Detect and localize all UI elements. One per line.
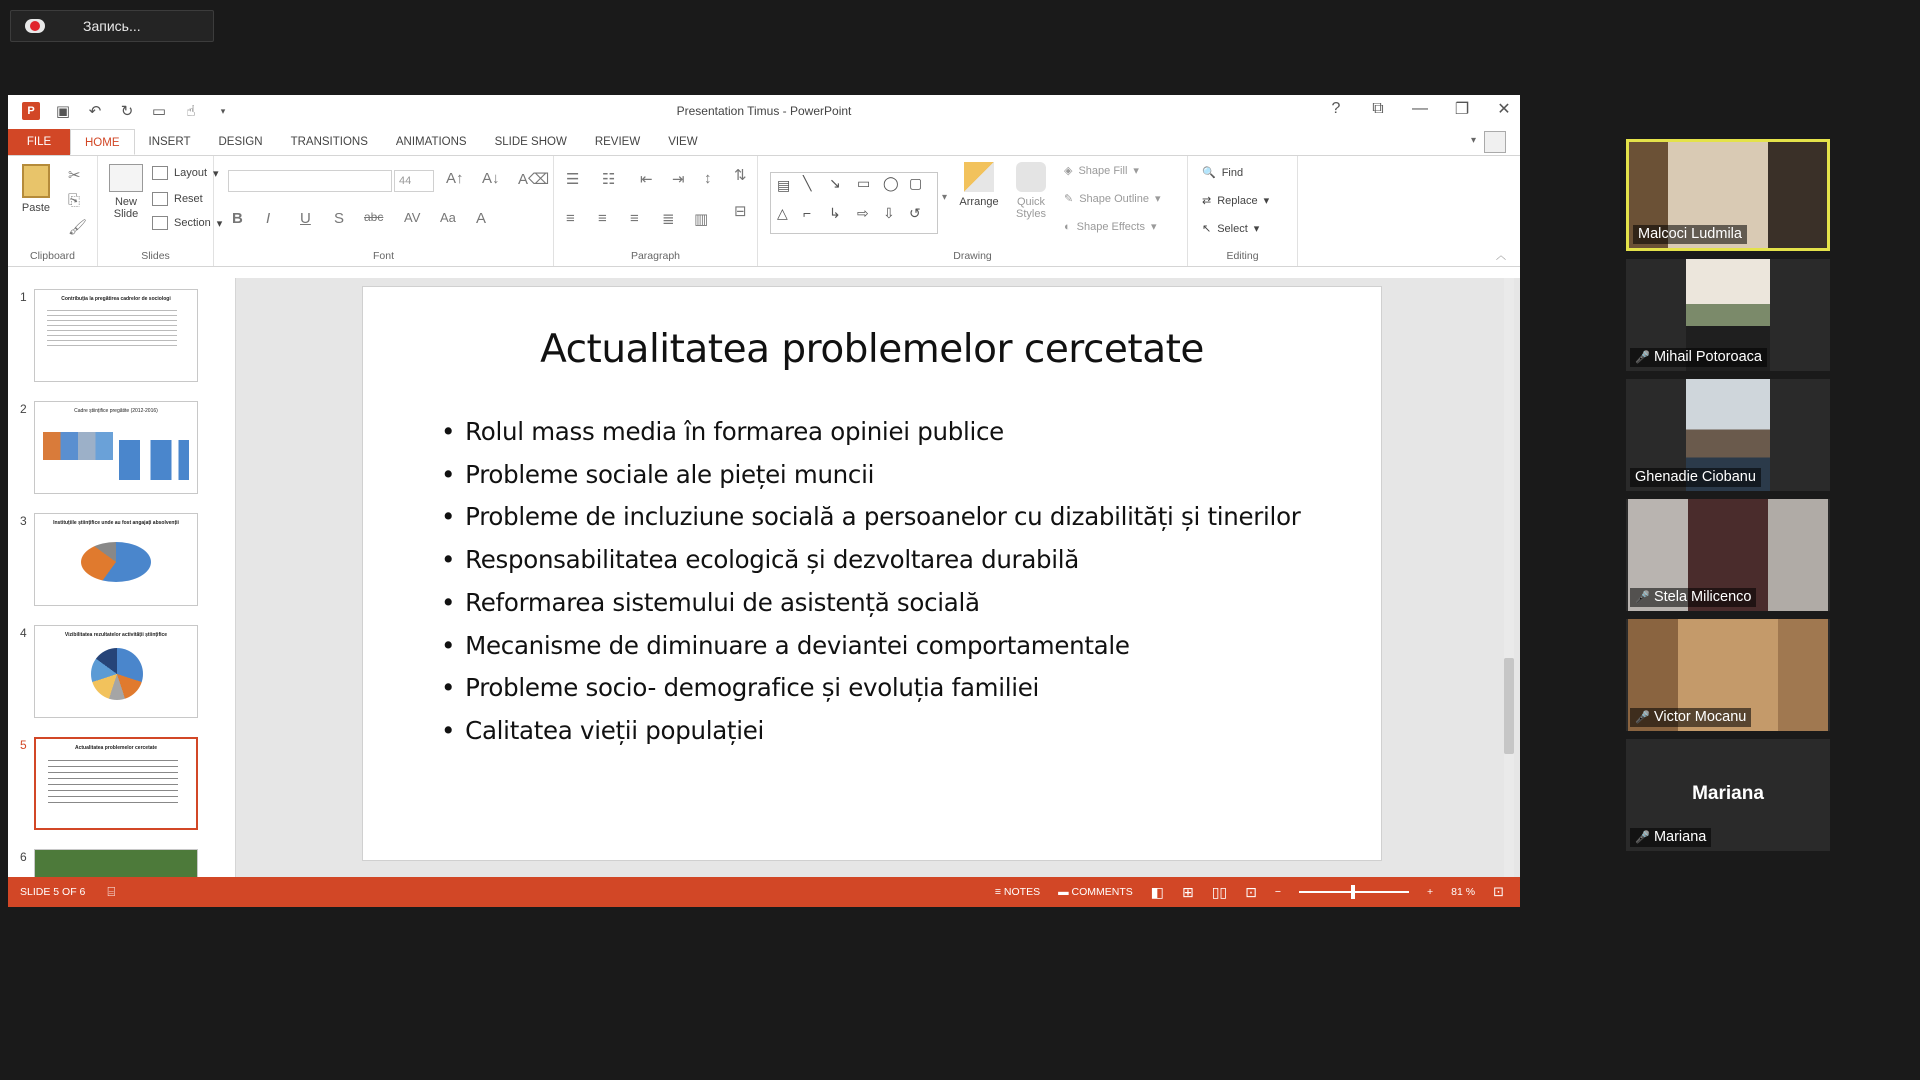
justify-icon[interactable]: ≣ <box>662 211 675 228</box>
thumbnail-title: Instituțiile științifice unde au fost angajați absolvenții <box>53 520 179 526</box>
minimize-icon[interactable]: — <box>1412 100 1428 117</box>
bullet-item: • Probleme socio- demografice și evoluția familiei <box>441 667 1301 710</box>
bullet-item: • Responsabilitatea ecologică și dezvoltarea durabilă <box>441 539 1301 582</box>
slide-thumbnail-6[interactable] <box>34 849 198 877</box>
participant-tile[interactable] <box>1626 739 1830 851</box>
find-button[interactable] <box>1202 166 1243 179</box>
muted-mic-icon: 🎤 <box>1635 350 1650 364</box>
participant-tile[interactable] <box>1626 259 1830 371</box>
participant-name-label: Ghenadie Ciobanu <box>1635 469 1756 485</box>
arrange-button[interactable] <box>956 162 1002 208</box>
vertical-scrollbar[interactable] <box>1504 278 1514 877</box>
zoom-out-icon[interactable]: − <box>1274 886 1282 898</box>
increase-indent-icon[interactable]: ⇥ <box>672 171 685 188</box>
thumbnail-chart <box>43 432 113 460</box>
clipboard-group <box>8 156 98 266</box>
arrange-icon <box>964 162 994 192</box>
thumbnail-pie <box>91 648 143 700</box>
participant-name-label: Malcoci Ludmila <box>1638 226 1742 242</box>
collapse-ribbon-icon[interactable]: ︿ <box>1496 251 1506 262</box>
bullets-icon[interactable]: ☰ <box>566 171 580 188</box>
status-bar <box>8 877 1520 907</box>
help-icon[interactable]: ? <box>1331 100 1341 117</box>
slide-thumbnail-2[interactable] <box>34 401 198 494</box>
down-arrow-shape-icon[interactable]: ⇩ <box>883 205 895 221</box>
thumb-number: 5 <box>20 738 27 752</box>
participant-name-label: Stela Milicenco <box>1653 589 1752 605</box>
drawing-group <box>758 156 1188 266</box>
comments-label: COMMENTS <box>1071 886 1133 898</box>
layout-label: Layout <box>174 167 208 179</box>
thumbnail-title: Contribuția la pregătirea cadrelor de sociologi <box>61 296 171 302</box>
slide-thumbnail-pane <box>8 278 236 877</box>
font-color-icon[interactable]: A <box>476 210 487 227</box>
shape-outline-icon: ✎ <box>1064 193 1074 205</box>
thumbnail-title: Cadre științifice pregătite (2012-2016) <box>74 408 158 414</box>
change-case-icon[interactable]: Aa <box>440 210 456 225</box>
select-button[interactable]: ↖ Select ▾ <box>1202 222 1260 235</box>
slide-sorter-icon[interactable]: ⊞ <box>1181 883 1194 900</box>
bullet-item: • Rolul mass media în formarea opiniei publice <box>441 411 1301 454</box>
replace-label: Replace <box>1217 194 1258 207</box>
font-group-label: Font <box>372 250 394 262</box>
bullet-item: • Reformarea sistemului de asistență socială <box>441 582 1301 625</box>
quick-styles-icon <box>1016 162 1046 192</box>
participant-name <box>1630 708 1751 727</box>
new-slide-icon <box>109 164 143 192</box>
thumb-number: 2 <box>20 402 27 416</box>
select-label: Select <box>1217 222 1248 235</box>
copy-icon[interactable]: ⎘ <box>68 192 81 209</box>
save-icon[interactable]: ▣ <box>55 103 71 120</box>
participant-tile[interactable] <box>1626 619 1830 731</box>
paste-icon <box>22 164 50 198</box>
status-controls <box>995 877 1504 907</box>
participant-name-label: Mihail Potoroaca <box>1653 349 1762 365</box>
bold-icon[interactable]: B <box>232 210 243 227</box>
touch-mode-icon[interactable]: ☝ <box>186 103 196 120</box>
paragraph-group <box>554 156 758 266</box>
oval-shape-icon[interactable]: ◯ <box>883 175 899 191</box>
rounded-rectangle-shape-icon[interactable]: ▢ <box>909 175 923 191</box>
text-shadow-icon[interactable]: S <box>334 210 345 227</box>
align-right-icon[interactable]: ≡ <box>630 210 639 227</box>
participant-name-label: Victor Mocanu <box>1653 709 1747 725</box>
redo-icon[interactable]: ↻ <box>120 103 134 120</box>
participant-name <box>1630 348 1767 367</box>
slide-thumbnail-3[interactable] <box>34 513 198 606</box>
spell-check-icon[interactable]: ⌸ <box>107 884 116 899</box>
editing-group <box>1188 156 1298 266</box>
bullet-item: • Calitatea vieții populației <box>441 710 1301 753</box>
slide-title[interactable]: Actualitatea problemelor cercetate <box>540 327 1204 372</box>
tab-animations[interactable]: ANIMATIONS <box>395 136 467 148</box>
underline-icon[interactable]: U <box>300 210 311 227</box>
shape-outline-button[interactable]: ✎ Shape Outline ▾ <box>1064 192 1161 205</box>
increase-font-size-icon[interactable]: A↑ <box>446 170 464 187</box>
replace-button[interactable]: ⇄ Replace ▾ <box>1202 194 1270 207</box>
participant-name <box>1633 225 1747 244</box>
cut-icon[interactable]: ✂ <box>68 167 81 184</box>
thumb-number: 3 <box>20 514 27 528</box>
strikethrough-icon[interactable]: abc <box>364 210 384 224</box>
tab-insert[interactable]: INSERT <box>148 136 191 148</box>
record-icon <box>25 16 45 36</box>
user-account-icon[interactable] <box>1484 131 1506 153</box>
find-label: Find <box>1221 166 1244 179</box>
tab-review[interactable]: REVIEW <box>594 136 641 148</box>
paste-label: Paste <box>21 202 51 214</box>
slides-group <box>98 156 223 266</box>
columns-icon[interactable]: ▥ <box>694 211 709 228</box>
section-button[interactable]: Section ▾ <box>152 216 222 230</box>
slides-group-label: Slides <box>141 250 170 262</box>
line-spacing-icon[interactable]: ↕ <box>704 170 712 187</box>
slide-thumbnail-1[interactable] <box>34 289 198 382</box>
window-title: Presentation Timus - PowerPoint <box>676 104 852 118</box>
text-box-shape-icon[interactable]: ▤ <box>777 177 791 193</box>
zoom-level[interactable]: 81 % <box>1451 886 1476 898</box>
normal-view-icon[interactable]: ◧ <box>1150 883 1164 900</box>
find-icon: 🔍 <box>1202 167 1216 179</box>
muted-mic-icon: 🎤 <box>1635 710 1650 724</box>
powerpoint-logo-icon[interactable]: P <box>22 102 40 120</box>
thumb-number: 6 <box>20 850 27 864</box>
new-slide-button[interactable] <box>104 164 148 220</box>
reset-button[interactable] <box>152 192 203 206</box>
shape-effects-button[interactable]: ◐ Shape Effects ▾ <box>1064 220 1157 233</box>
participant-tile-active-speaker[interactable] <box>1626 139 1830 251</box>
thumbnail-text <box>47 306 177 346</box>
thumbnail-text <box>48 755 178 805</box>
participant-name <box>1630 828 1711 847</box>
triangle-shape-icon[interactable]: △ <box>777 205 788 221</box>
start-from-beginning-icon[interactable]: ▭ <box>151 103 167 120</box>
shapes-more-icon[interactable]: ▾ <box>942 192 948 203</box>
participant-tile[interactable] <box>1626 379 1830 491</box>
arrange-label: Arrange <box>959 196 999 208</box>
align-left-icon[interactable]: ≡ <box>566 210 575 227</box>
bullet-item: • Probleme de incluziune socială a persoanelor cu dizabilități și tinerilor <box>441 496 1301 539</box>
fit-to-window-icon[interactable]: ⊡ <box>1493 884 1504 899</box>
numbering-icon[interactable]: ☷ <box>602 171 616 188</box>
clipboard-group-label: Clipboard <box>30 250 75 262</box>
arrow-shape-icon[interactable]: ↘ <box>829 175 841 191</box>
section-label: Section <box>174 217 211 229</box>
muted-mic-icon: 🎤 <box>1635 590 1650 604</box>
rectangle-shape-icon[interactable]: ▭ <box>857 175 871 191</box>
slide-counter: SLIDE 5 OF 6 <box>20 886 86 898</box>
bullet-item: • Mecanisme de diminuare a deviantei comportamentale <box>441 625 1301 668</box>
quick-styles-label: Quick Styles <box>1016 196 1046 220</box>
reset-label: Reset <box>174 193 203 205</box>
slide-thumbnail-4[interactable] <box>34 625 198 718</box>
title-bar <box>8 95 1520 127</box>
restore-icon[interactable]: ❐ <box>1454 101 1470 118</box>
ribbon <box>8 155 1520 267</box>
comments-button[interactable]: ▬ COMMENTS <box>1058 886 1133 898</box>
slide-bullet-list[interactable] <box>441 411 1301 753</box>
decrease-font-size-icon[interactable]: A↓ <box>482 170 500 187</box>
editing-group-label: Editing <box>1226 250 1259 262</box>
slideshow-view-icon[interactable]: ⊡ <box>1245 883 1257 900</box>
participant-name-label: Mariana <box>1653 829 1707 845</box>
shape-fill-icon: ◈ <box>1064 165 1073 177</box>
shape-effects-icon: ◐ <box>1064 220 1071 233</box>
tab-file[interactable]: FILE <box>8 129 70 155</box>
curved-shape-icon[interactable]: ↺ <box>909 205 921 221</box>
shape-outline-label: Shape Outline <box>1079 192 1149 205</box>
muted-mic-icon: 🎤 <box>1635 830 1650 844</box>
zoom-in-icon[interactable]: + <box>1427 886 1434 898</box>
character-spacing-icon[interactable]: AV <box>404 210 421 225</box>
thumbnail-title: Vizibilitatea rezultatelor activității științifice <box>64 632 168 638</box>
layout-icon <box>152 166 168 180</box>
select-icon: ↖ <box>1202 223 1212 235</box>
recording-indicator[interactable] <box>10 10 214 42</box>
participant-name <box>1630 468 1761 487</box>
shape-fill-button[interactable]: ◈ Shape Fill ▾ <box>1064 164 1139 177</box>
decrease-indent-icon[interactable]: ⇤ <box>640 171 653 188</box>
align-text-icon[interactable]: ⊟ <box>734 203 747 220</box>
tab-transitions[interactable]: TRANSITIONS <box>290 136 368 148</box>
font-group <box>214 156 554 266</box>
window-controls <box>1328 99 1512 119</box>
paragraph-group-label: Paragraph <box>630 250 681 262</box>
powerpoint-window <box>8 95 1520 907</box>
ribbon-tabs <box>8 127 1520 155</box>
italic-icon[interactable]: I <box>266 210 271 227</box>
thumb-number: 1 <box>20 290 27 304</box>
reading-view-icon[interactable]: ▯▯ <box>1211 883 1228 900</box>
ribbon-collapse-caret-icon[interactable]: ▾ <box>1470 135 1476 146</box>
tab-slide-show[interactable]: SLIDE SHOW <box>494 136 567 148</box>
tab-design[interactable]: DESIGN <box>218 136 263 148</box>
bullet-item: • Probleme sociale ale pieței muncii <box>441 454 1301 497</box>
participant-placeholder-name: Mariana <box>1692 783 1764 804</box>
customize-toolbar-icon[interactable]: ▾ <box>220 105 226 116</box>
replace-icon: ⇄ <box>1202 195 1212 207</box>
thumbnail-chart <box>119 440 189 480</box>
undo-icon[interactable]: ↶ <box>88 103 102 120</box>
thumb-number: 4 <box>20 626 27 640</box>
tab-view[interactable]: VIEW <box>668 136 698 148</box>
recording-label: Запись... <box>83 18 141 34</box>
zoom-slider[interactable] <box>1299 891 1409 893</box>
quick-styles-button[interactable] <box>1008 162 1054 220</box>
paste-button[interactable] <box>16 164 56 214</box>
notes-label: NOTES <box>1003 886 1041 898</box>
elbow-arrow-icon[interactable]: ↳ <box>829 205 841 221</box>
shape-fill-label: Shape Fill <box>1078 164 1128 177</box>
reset-icon <box>152 192 168 206</box>
new-slide-label: New Slide <box>113 196 139 220</box>
thumbnail-pie <box>81 542 151 582</box>
font-name-input[interactable] <box>228 170 392 192</box>
scrollbar-thumb[interactable] <box>1504 658 1514 754</box>
drawing-group-label: Drawing <box>953 250 992 262</box>
notes-button[interactable]: ≡ NOTES <box>994 886 1041 898</box>
participant-name <box>1630 588 1756 607</box>
format-painter-icon[interactable]: 🖌 <box>68 219 88 236</box>
line-shape-icon[interactable]: ╲ <box>803 175 812 191</box>
section-icon <box>152 216 168 230</box>
text-direction-icon[interactable]: ⇅ <box>734 167 747 184</box>
thumbnail-title: Actualitatea problemelor cercetate <box>75 745 157 751</box>
quick-access-toolbar <box>22 102 232 120</box>
clear-formatting-icon[interactable]: A⌫ <box>518 171 550 188</box>
slide-canvas[interactable] <box>362 286 1382 861</box>
shapes-gallery[interactable] <box>770 172 938 234</box>
right-arrow-shape-icon[interactable]: ⇨ <box>857 205 869 221</box>
close-icon[interactable]: ✕ <box>1497 101 1511 118</box>
layout-button[interactable]: Layout ▾ <box>152 166 219 180</box>
participant-tile[interactable] <box>1626 499 1830 611</box>
elbow-connector-icon[interactable]: ⌐ <box>803 205 812 221</box>
slide-thumbnail-5[interactable] <box>34 737 198 830</box>
editor-area <box>8 278 1520 877</box>
tab-home[interactable]: HOME <box>70 129 135 155</box>
align-center-icon[interactable]: ≡ <box>598 210 607 227</box>
font-size-input[interactable]: 44 <box>394 170 434 192</box>
shape-effects-label: Shape Effects <box>1076 220 1145 233</box>
ribbon-display-options-icon[interactable]: ⧉ <box>1372 100 1384 117</box>
